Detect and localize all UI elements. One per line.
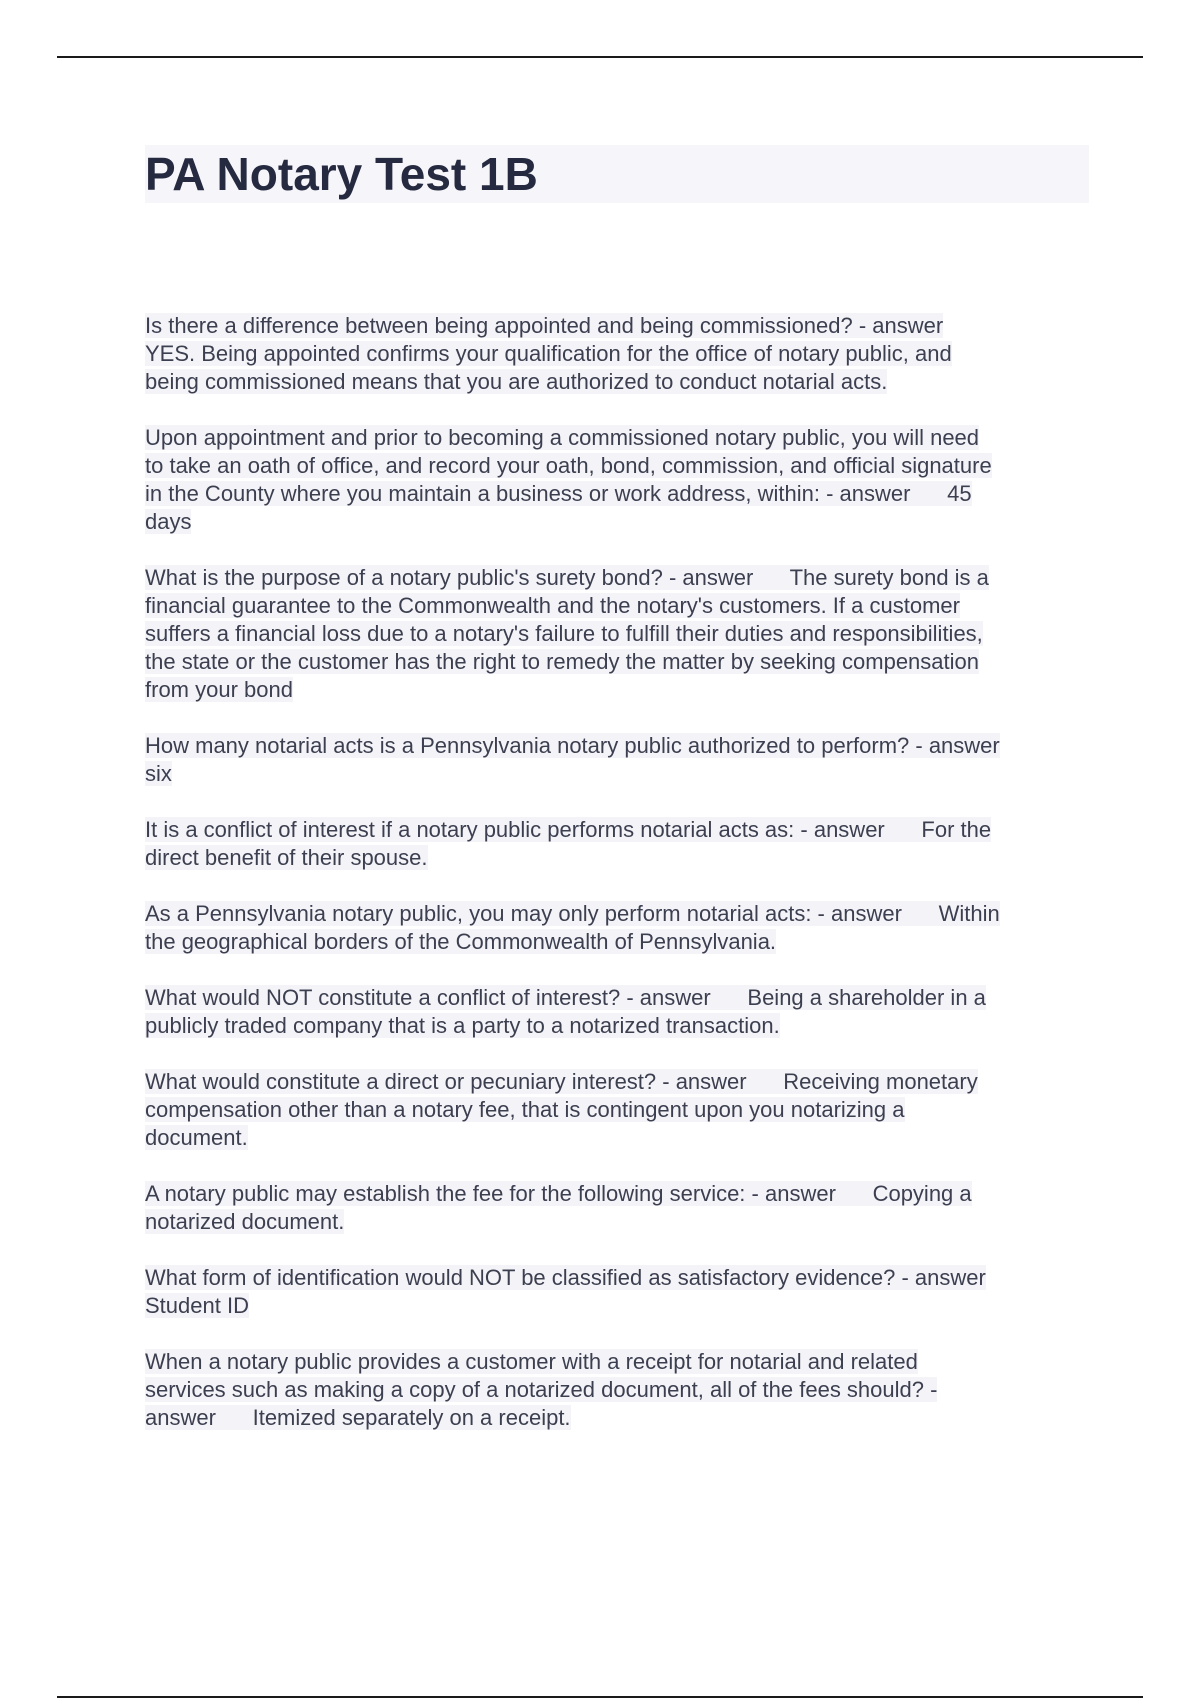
question-line (145, 816, 1095, 844)
question-item (145, 1264, 1095, 1320)
question-line-text: the geographical borders of the Commonwealth of Pennsylvania. (145, 929, 777, 954)
question-line (145, 900, 1095, 928)
question-item (145, 732, 1095, 788)
question-line (145, 1264, 1095, 1292)
question-line (145, 1096, 1095, 1124)
question-line-text: What would constitute a direct or pecuniary interest? - answer Receiving monetary (145, 1069, 978, 1094)
question-item (145, 564, 1095, 704)
question-line-text: Is there a difference between being appointed and being commissioned? - answer (145, 313, 944, 338)
question-item (145, 816, 1095, 872)
question-line (145, 1208, 1095, 1236)
question-line-text: What would NOT constitute a conflict of interest? - answer Being a shareholder in a (145, 985, 986, 1010)
page-title: PA Notary Test 1B (145, 148, 538, 200)
question-line (145, 1068, 1095, 1096)
question-line (145, 480, 1095, 508)
question-line (145, 340, 1095, 368)
question-line (145, 676, 1095, 704)
question-line-text: YES. Being appointed confirms your qualification for the office of notary public, and (145, 341, 952, 366)
question-line-text: compensation other than a notary fee, that is contingent upon you notarizing a (145, 1097, 905, 1122)
question-line-text: It is a conflict of interest if a notary public performs notarial acts as: - answer For the (145, 817, 992, 842)
question-line-text: being commissioned means that you are authorized to conduct notarial acts. (145, 369, 888, 394)
question-line-text: How many notarial acts is a Pennsylvania notary public authorized to perform? - answer (145, 733, 1000, 758)
title-block (145, 145, 1089, 203)
question-list (145, 312, 1095, 1460)
bottom-divider (57, 1696, 1143, 1698)
question-line (145, 1404, 1095, 1432)
question-line-text: services such as making a copy of a notarized document, all of the fees should? - (145, 1377, 938, 1402)
question-line-text: Student ID (145, 1293, 249, 1318)
question-item (145, 1068, 1095, 1152)
question-line-text: in the County where you maintain a business or work address, within: - answer 45 (145, 481, 972, 506)
question-line-text: Upon appointment and prior to becoming a commissioned notary public, you will need (145, 425, 980, 450)
question-line (145, 452, 1095, 480)
question-line (145, 1376, 1095, 1404)
question-line (145, 1292, 1095, 1320)
question-line (145, 312, 1095, 340)
question-line (145, 928, 1095, 956)
question-line (145, 648, 1095, 676)
question-line-text: suffers a financial loss due to a notary's failure to fulfill their duties and responsibilities, (145, 621, 983, 646)
question-line-text: publicly traded company that is a party to a notarized transaction. (145, 1013, 780, 1038)
question-line-text: What is the purpose of a notary public's surety bond? - answer The surety bond is a (145, 565, 989, 590)
question-line-text: A notary public may establish the fee for the following service: - answer Copying a (145, 1181, 972, 1206)
question-line-text: As a Pennsylvania notary public, you may only perform notarial acts: - answer Within (145, 901, 1000, 926)
question-item (145, 1180, 1095, 1236)
question-line-text: days (145, 509, 192, 534)
question-line-text: six (145, 761, 172, 786)
question-line (145, 424, 1095, 452)
question-line (145, 620, 1095, 648)
question-line (145, 508, 1095, 536)
question-line-text: from your bond (145, 677, 293, 702)
question-line (145, 564, 1095, 592)
question-line (145, 984, 1095, 1012)
question-line-text: answer Itemized separately on a receipt. (145, 1405, 571, 1430)
question-line-text: When a notary public provides a customer with a receipt for notarial and related (145, 1349, 918, 1374)
question-line-text: document. (145, 1125, 248, 1150)
question-line (145, 592, 1095, 620)
question-line (145, 1124, 1095, 1152)
question-line (145, 732, 1095, 760)
top-divider (57, 56, 1143, 58)
question-line (145, 1012, 1095, 1040)
question-line (145, 844, 1095, 872)
question-line (145, 1180, 1095, 1208)
question-line (145, 1348, 1095, 1376)
question-line-text: notarized document. (145, 1209, 345, 1234)
question-line-text: financial guarantee to the Commonwealth and the notary's customers. If a customer (145, 593, 960, 618)
question-item (145, 900, 1095, 956)
question-line (145, 760, 1095, 788)
question-item (145, 984, 1095, 1040)
question-item (145, 1348, 1095, 1432)
question-line-text: to take an oath of office, and record your oath, bond, commission, and official signature (145, 453, 992, 478)
question-line-text: What form of identification would NOT be classified as satisfactory evidence? - answer (145, 1265, 986, 1290)
question-line-text: direct benefit of their spouse. (145, 845, 428, 870)
question-item (145, 312, 1095, 396)
question-line (145, 368, 1095, 396)
question-line-text: the state or the customer has the right to remedy the matter by seeking compensation (145, 649, 979, 674)
question-item (145, 424, 1095, 536)
